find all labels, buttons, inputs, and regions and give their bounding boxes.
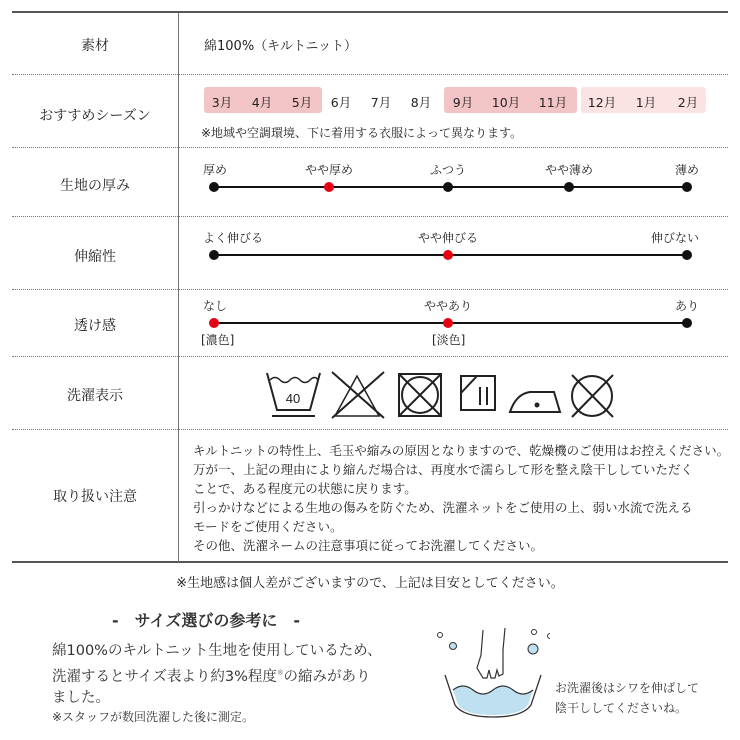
caption-line: お洗濯後はシワを伸ばして (555, 681, 700, 695)
wash-40-icon (267, 373, 320, 416)
thickness-stop-label: 薄め (674, 163, 699, 177)
asterisk-mark: ※ (276, 668, 284, 677)
stretch-stop-dot (209, 250, 219, 260)
thickness-stop-dot (682, 182, 692, 192)
row-divider (12, 74, 728, 75)
row-divider (12, 356, 728, 357)
thickness-stop-label: ふつう (429, 163, 467, 177)
month-1: 4月 (251, 95, 273, 110)
material-value: 綿100%（キルトニット） (204, 39, 357, 54)
size-guide-text (52, 641, 382, 709)
season-label: おすすめシーズン (39, 108, 151, 124)
table-bottom-border (12, 561, 728, 563)
transparency-selected-marker (209, 318, 219, 328)
stretch-selected-marker (443, 250, 453, 260)
stretch-stop-dot (682, 250, 692, 260)
iron-low-icon (510, 392, 560, 412)
hand-washing-illustration (435, 620, 550, 720)
dark-color-label: [濃色] (201, 333, 235, 347)
care-line: キルトニットの特性上、毛玉や縮みの原因となりますので、乾燥機のご使用はお控えください。 (193, 443, 730, 458)
size-guide-line: 綿100%のキルトニット生地を使用しているため、 (52, 643, 382, 659)
no-tumble-dry-icon (399, 374, 441, 416)
thickness-stop-dot (564, 182, 574, 192)
stretch-label: 伸縮性 (74, 249, 116, 265)
transparency-stop-label: あり (674, 299, 699, 313)
care-label: 取り扱い注意 (53, 489, 137, 505)
no-bleach-icon (332, 372, 384, 418)
month-3: 6月 (330, 95, 352, 110)
thickness-label: 生地の厚み (60, 178, 130, 194)
month-2: 5月 (291, 95, 313, 110)
size-guide-heading: - サイズ選びの参考に - (112, 611, 301, 630)
season-note: ※地域や空調環境、下に着用する衣服によって異なります。 (201, 126, 523, 140)
thickness-stop-dot (209, 182, 219, 192)
size-guide-note: ※スタッフが数回洗濯した後に測定。 (52, 710, 255, 724)
month-7: 10月 (491, 95, 521, 110)
care-line: ことで、ある程度元の状態に戻ります。 (193, 481, 417, 496)
care-line: 引っかけなどによる生地の傷みを防ぐため、洗濯ネットをご使用の上、弱い水流で洗える (193, 500, 693, 515)
month-0: 3月 (211, 95, 233, 110)
light-color-label: [淡色] (432, 333, 466, 347)
row-divider (12, 216, 728, 217)
month-8: 11月 (538, 95, 568, 110)
transparency-stop-label: ややあり (423, 299, 473, 313)
thickness-selected-marker (324, 182, 334, 192)
row-divider (12, 147, 728, 148)
fabric-footnote: ※生地感は個人差がございますので、上記は目安としてください。 (176, 576, 564, 591)
line-dry-shade-icon (461, 376, 495, 410)
svg-text:40: 40 (285, 391, 301, 406)
caption-line: 陰干ししてくださいね。 (555, 701, 688, 715)
care-line: その他、洗濯ネームの注意事項に従ってお洗濯してください。 (193, 538, 544, 553)
size-guide-line: ました。 (52, 689, 110, 706)
month-9: 12月 (587, 95, 617, 110)
illustration-caption (555, 678, 699, 718)
material-label: 素材 (81, 38, 109, 54)
transparency-selected-marker (443, 318, 453, 328)
table-top-border (12, 11, 728, 13)
size-guide-line: 洗濯するとサイズ表より約3%程度 (52, 668, 277, 685)
row-divider (12, 429, 728, 430)
washing-label: 洗濯表示 (67, 388, 123, 404)
month-5: 8月 (410, 95, 432, 110)
thickness-stop-label: 厚め (203, 163, 228, 177)
care-line: 万が一、上記の理由により縮んだ場合は、再度水で濡らして形を整え陰干ししていただく (193, 462, 694, 477)
thickness-stop-dot (443, 182, 453, 192)
transparency-stop-dot (682, 318, 692, 328)
transparency-stop-label: なし (203, 299, 228, 313)
size-guide-line: の縮みがあり (283, 668, 371, 685)
column-divider (178, 13, 179, 562)
month-6: 9月 (452, 95, 474, 110)
thickness-stop-label: やや厚め (304, 163, 354, 177)
month-11: 2月 (677, 95, 699, 110)
stretch-stop-label: やや伸びる (417, 231, 479, 245)
thickness-stop-label: やや薄め (544, 163, 594, 177)
transparency-label: 透け感 (74, 318, 116, 334)
care-line: モードをご使用ください。 (193, 519, 343, 534)
stretch-stop-label: よく伸びる (203, 231, 264, 245)
no-dry-clean-icon (572, 375, 613, 417)
row-divider (12, 289, 728, 290)
month-10: 1月 (635, 95, 657, 110)
month-4: 7月 (370, 95, 392, 110)
stretch-stop-label: 伸びない (650, 231, 699, 245)
